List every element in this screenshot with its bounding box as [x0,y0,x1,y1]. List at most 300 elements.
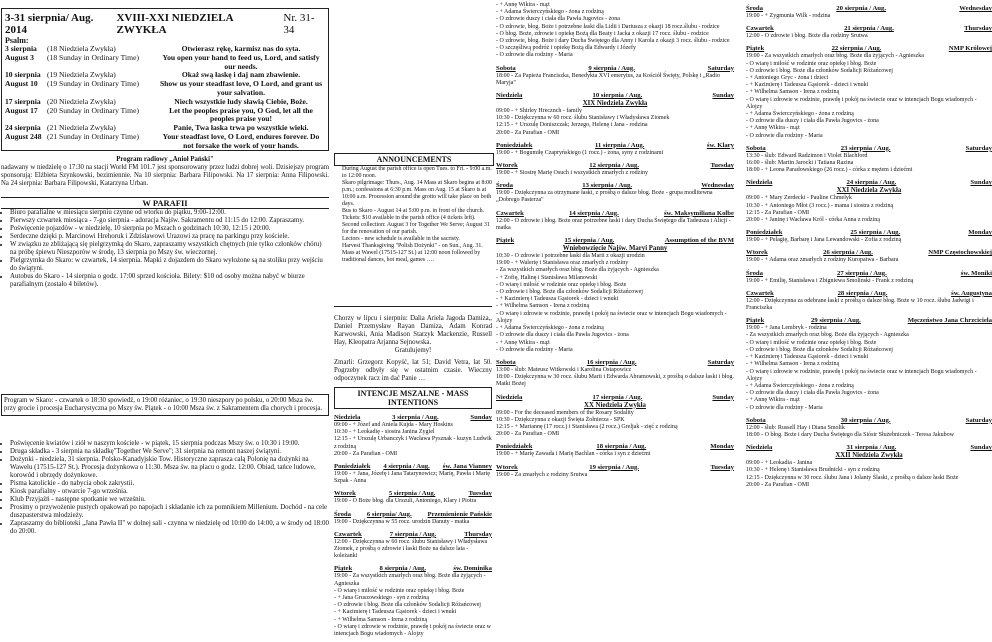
mass-intention: - O wiarę i zdrowie w rodzinie, prawdę i pokój na świecie oraz w intencjach Bogu wiadomych - Alojzy [334,623,491,638]
mass-intention: 19:00 - Za wszystkich zmarłych oraz błog. Boże dla żyjących - Agnieszka [334,573,486,587]
announcements-title: ANNOUNCEMENTS [334,153,494,166]
day-date: 27 sierpnia / Aug. [836,269,887,277]
day-header [496,142,734,150]
day-name: Poniedziałek [746,229,783,237]
mass-intention: - + Adama Świerczyńskiego - żona z rodziną [496,9,604,16]
day-name: Czwartek [746,25,774,33]
mass-intention: - + Annę Wikira - mąż [496,2,550,8]
day-feast: Tuesday [710,463,734,471]
day-header [496,464,734,472]
day-header [496,92,734,100]
psalm-text: Your steadfast love, O Lord, endures forever. Do not forsake the work of your hands. [162,131,320,150]
mass-intention: 18:00 - + Leona Paradowskiego (26 rocz.) - córka z mężem i dziećmi [746,167,913,174]
mass-intention: - O zdrowie dla rodziny - Maria [746,132,823,139]
day-date: 5 sierpnia / Aug. [388,490,436,498]
day-feast: św. Augustyna [951,289,992,297]
day-date: 4 sierpnia / Aug. [383,463,430,471]
mass-intention: 12:00 - Dziękczynna za odebrane łaski z prośbą o dalsze błog. Boże w 10 rocz. ślubu Jadwigi i Franciszka [746,297,974,312]
day-sunday-title: XX Niedziela Zwykła [584,401,646,409]
parish-item: • Pisma katolickie - do nabycia obok zakrystii. [10,480,329,488]
day-feast: Sunday [712,92,734,100]
mass-intention: 18:00 - Za Papieża Franciszka, Benedykta XVI emerytus, za Kościół Święty, Polskę i „Radio Maryja" [496,72,720,86]
day-block [334,565,492,638]
mass-intention: 20:00 - Za Parafian - OMI [496,431,560,438]
mass-intention: 19:00 - Dziękczynna w 55 rocz. urodzin Danuty - matka [334,518,470,525]
day-block [496,142,734,157]
day-date: 31 sierpnia / Aug. [846,444,897,452]
day-date: 16 sierpnia / Aug. [586,358,637,366]
psalm-text: Let the peoples praise you, O God, let all the peoples praise you! [169,105,313,124]
mass-intention: 19:00 - Dziękczynna za otrzymane łaski, z prośbą o dalsze błog. Boże - grupa modlitewna „Dobrego Pasterza" [496,190,713,204]
day-block [746,249,992,264]
mass-intentions-part2 [496,65,734,479]
announcement-item: • Bus to Skaro - August 14 at 5:00 p.m. in front of the church. Tickets: $10 available in the parish office (4 tickets left). [342,208,494,222]
mass-intention: - O zdrowie duszy i ciała dla Pawła Jugovics - żona [496,16,620,23]
day-feast: Sunday [712,393,734,401]
day-feast: Monday [968,229,992,237]
day-header [746,45,992,53]
day-header [496,162,734,170]
psalm-text: Panie, Twa łaska trwa po wszystkie wieki. [173,123,309,133]
mass-intention: 19:00 - + Adama oraz zmarłych z rodziny Kuropatwa - Barbara [746,257,899,264]
day-header [334,463,492,471]
mass-intention: - O wiarę i zdrowie w rodzinie, prawdę i pokój na świecie oraz w intencjach Bogu wiadomych - Alojzy [496,310,727,324]
psalm-sunday: (18 Niedziela Zwykła) [47,44,116,53]
mass-intention: - O wiarę i miłość w rodzinie oraz opiekę i błog. Boże [746,60,877,67]
deceased-list: Zmarli: Grzegorz Kopyść, lat 51; David Vetra, lat 50. Pogrzeby odbyły się w ostatnim czasie. Wieczny odpoczynek racz im dać Panie … [334,359,492,382]
day-block [746,5,992,20]
mass-intention: 19:00 - + Jana Lembryk - rodzina [746,325,827,332]
day-name: Wtorek [746,249,768,257]
psalm-text: Niech wszystkie ludy sławią Ciebie, Boże. [174,96,308,106]
day-name: Piątek [496,237,515,245]
day-name: Poniedziałek [334,463,371,471]
masses-title: INTENCJE MSZALNE - MASS INTENTIONS [334,387,492,409]
mass-intention: - O zdrowie i błog. Boże dla członków Sodalicji Różańcowej [334,602,481,609]
day-feast: Wednesday [959,5,992,12]
psalm-sunday: (20 Sunday in Ordinary Time) [47,105,139,115]
psalm-list [5,45,325,151]
mass-intention: - + Kazimierę i Tadeusza Gąsiorek - dzieci i wnuki [496,296,619,303]
day-block [496,162,734,177]
day-feast: Monday [710,443,734,451]
day-block [746,145,992,175]
parish-item: • Klub Przyjaźń - następne spotkanie we wrześniu. [10,496,329,504]
day-block [496,359,734,389]
mass-intention: - + Wilhelma Samson - Irena z rodziną [496,303,590,310]
announcement-item: • Second collection: August 3 for Together We Serve; August 31 for the renovation of our parish. [342,222,494,236]
sick-congrats: Gratulujemy! [394,347,432,354]
announcements-section [334,153,494,264]
day-name: Środa [496,182,513,190]
day-block [746,417,992,439]
mass-intention: - + Kazimierę i Tadeusza Gąsiorek - dzieci i wnuki [334,609,457,616]
day-date: 23 sierpnia / Aug. [840,144,891,152]
mass-intention: - O zdrowie i błog. Boże dla członków Sodalicji Różańcowej [496,289,643,296]
psalm-text: Otwierasz rękę, karmisz nas do syta. [181,44,301,53]
mass-intention: 19:00 - + Pelagię, Barbarę i Jana Lewandowski - Zofia z rodziną [746,237,902,244]
day-header [496,65,734,73]
psalm-sunday: (21 Sunday in Ordinary Time) [47,131,139,141]
day-header [746,5,992,13]
day-block [496,394,734,439]
day-name: Wtorek [334,490,356,498]
day-name: Niedziela [746,179,773,187]
day-block [496,237,734,354]
day-block [746,444,992,489]
psalm-sunday: (18 Sunday in Ordinary Time) [47,52,139,62]
day-feast: Thursday [964,25,992,33]
day-date: 9 sierpnia / Aug. [588,64,635,72]
day-header [746,317,992,325]
parish-item: • Poświęcenie kwiatów i ziół w naszym kościele - w piątek, 15 sierpnia podczas Mszy św. o 10:30 i 19:00. [10,440,329,448]
mass-intention: - + Annę Wikira - mąż [496,339,550,346]
day-header [746,290,992,298]
day-name: Czwartek [334,530,362,538]
day-feast: Sunday [470,414,492,421]
day-block [496,443,734,458]
day-date: 11 sierpnia / Aug. [594,141,645,149]
mass-intention: 19:00 - + Walerię i Stanisława oraz zmarłych z rodziny [496,260,629,267]
mass-intention: 18:00 - O błog. Boże i dary Ducha Świętego dla Sióstr Służebniczek - Teresa Jakubow [746,431,954,438]
day-date: 7 sierpnia / Aug. [389,530,437,538]
day-block [746,179,992,224]
day-header [746,270,992,278]
mass-intention: 10:30 - Dziękczynna w 60 rocz. ślubu Stanisławy i Władysława Ziomek [496,115,670,122]
day-date: 14 sierpnia / Aug. [569,209,619,217]
day-name: Niedziela [496,92,523,100]
mass-intention: - O zdrowie dla rodziny - Maria [746,404,823,411]
day-header [334,531,492,539]
parish-item: • Dożynki - niedziela, 31 sierpnia. Polsko-Kanadyjskie Tow. Historyczne zaprasza całą Polonię na dożynki na Wawelu (17515-127 St.). Procesja dożynkowa o 11:30. Msza św. na placu o godz. 12:00. Obiad, tańce ludowe, korowód i obrzędy dożynkowe. [10,456,329,480]
header-box [1,8,329,151]
friday-continued [496,0,734,60]
mass-intention: - + Kazimierę i Tadeusza Gąsiorek - dzieci i wnuki [746,82,869,89]
day-block [746,290,992,312]
day-header [746,249,992,257]
mass-intention: 12:15 - Za Parafian - OMI [746,209,810,216]
day-date: 30 sierpnia / Aug. [840,416,891,424]
parish-item: • Druga składka - 3 sierpnia na składkę"Together We Serve"; 31 sierpnia na remont naszej świątyni. [10,448,329,456]
announcement-item: • Harvest Thanksgiving "Polish Dożynki" - on Sun., Aug. 31. Mass at Wawel (17515-127 St.) at 12:00 noon followed by traditional dances, hot meal, games …. [342,243,494,264]
day-name: Czwartek [746,289,774,297]
mass-intention: 09:00 - + Józef and Aniela Kujda - Mary Hoskins [334,422,453,428]
day-feast: Wednesday [701,182,734,190]
psalm-date: 3 sierpnia [5,44,37,53]
day-feast: NMP Częstochowskiej [928,249,992,257]
day-name: Poniedziałek [496,141,533,149]
mass-intention: 12:15 - Dziękczynna w 30 rocz. ślubu Jana i Jolanty Ślaski, z prośbą o dalsze łaski Boże [746,474,959,481]
day-date: 15 sierpnia / Aug. [564,237,615,245]
mass-intentions-column-3 [496,0,734,642]
mass-intention: 12:00 - O zdrowie i błog. Boże oraz potrzebne łaski i dary Ducha Świętego dla Tadeusza i Alicji - matka [496,217,731,231]
day-date: 10 sierpnia / Aug. [592,92,643,100]
psalm-date: August 10 [5,79,38,89]
mass-intention: - + Wilhelma Samson - Irena z rodziną [746,361,840,368]
day-block [746,270,992,285]
mass-intention: - + Jana Gruszowskiego - syn z rodziną [334,595,429,602]
day-date: 19 sierpnia / Aug. [589,463,640,471]
day-header [746,25,992,33]
parish-item: • Pierwszy czwartek miesiąca - 7-go sierpnia - adoracja Najśw. Sakramentu od 11:15 do 12:00. Zapraszamy. [10,217,329,225]
mass-intention: - O wiarę i miłość w rodzinie oraz opiekę i błog. Boże [334,587,465,594]
issue-number: Nr. 31-34 [283,12,315,36]
psalm-sunday: (20 Niedziela Zwykła) [47,96,116,106]
day-name: Poniedziałek [496,443,533,451]
day-name: Środa [746,269,763,277]
mass-intention: - O zdrowie dla rodziny - Maria [496,346,573,353]
mass-intention: - O wiarę i miłość w rodzinie oraz opiekę i błog. Boże [496,281,627,288]
parish-section [1,197,329,289]
mass-intention: - + Adama Świerczyńskiego - żona z rodziną [496,325,604,332]
mass-intention: - O zdrowie dla duszy i ciała dla Pawła Jugovics - żona [746,390,879,397]
mass-intention: - O wiarę i miłość w rodzinie oraz opiekę i błog. Boże [746,339,877,346]
day-header [746,444,992,452]
mass-intention: - O zdrowie dla rodziny - Maria [496,52,573,59]
day-header [746,145,992,153]
parish-item: • W związku ze zbliżającą się pielgrzymką do Skaro, zapraszamy wszystkich chętnych (nie tylko członków chóru) na próbę śpiewu Nieszporów w środę, 13 sierpnia po Mszy św. wieczornej. [10,241,329,257]
day-feast: Saturday [965,144,992,152]
day-header [334,490,492,498]
mass-intention: 12:15 - + Urszulę Urbanczyk i Wacława Pysznak - kuzyn Ludwik z rodziną [334,436,492,450]
day-name: Środa [746,5,763,12]
mass-intention: 19:00 - + Marię Zawada i Marię Bachlan - córka i syn z dziećmi [496,451,651,458]
skaro-program-box: Program w Skaro: - czwartek o 18:30 spowiedź, o 19:00 różaniec, o 19:30 nieszpory po polsku, o 20:00 Msza św. przy grocie i procesja Eucharystyczna po Mszy św. Piątek - o 10:00 Msza św. z Sakramentem dla chorych i procesja. [1,394,329,416]
mass-intention: - + Annę Wikira - mąż [746,397,800,404]
day-date: 21 sierpnia / Aug. [844,25,894,33]
day-date: 18 sierpnia / Aug. [596,443,647,451]
day-block [746,45,992,139]
psalm-text: You open your hand to feed us, Lord, and satisfy our needs. [162,52,320,71]
day-feast: Tuesday [468,490,492,498]
day-name: Sobota [746,416,766,424]
day-date: 25 sierpnia / Aug. [850,229,901,237]
radio-section [1,156,329,188]
day-header [496,443,734,451]
day-block [334,463,492,485]
day-header [496,237,734,245]
day-date: 13 sierpnia / Aug. [582,182,633,190]
mass-intention: 20:00 - Za Parafian - OMI [496,129,560,136]
day-sunday-title: XIX Niedziela Zwykła [582,100,648,108]
day-name: Wtorek [496,162,518,170]
parish-item: • Zapraszamy do biblioteki „Jana Pawła II" w dolnej sali - czynna w niedzielę od 10:00 do 14:00, a w środy od 18:00 do 20:00. [10,520,329,536]
day-name: Niedziela [746,444,773,452]
mass-intention: 09:00 - For the deceased members of the Rosary Sodality [496,409,634,416]
parish-item: • Kiosk parafialny - otwarcie 7-go września. [10,488,329,496]
mass-intention: 10:30 - O zdrowie i potrzebne łaski dla Marii z okazji urodzin [496,253,645,260]
day-header [746,417,992,425]
day-date: 29 sierpnia / Aug. [811,317,861,325]
psalm-text: Okaż swą łaskę i daj nam zbawienie. [181,70,301,80]
day-block [334,414,492,458]
parish-title: W PARAFII [1,197,329,209]
mass-intention: - O zdrowie dla duszy i ciała dla Pawła Jugovics - żona [746,118,879,125]
day-feast: św. Moniki [960,269,992,277]
mass-intention: - O zdrowie i błog. Boże dla członków Sodalicji Różańcowej [746,346,893,353]
date-range: 3-31 sierpnia/ Aug. 2014 [5,12,94,36]
day-feast: św. Dominika [453,565,492,573]
day-feast: Sunday [970,444,992,452]
day-name: Niedziela [334,414,361,421]
mass-intention: 10:30 - + Antoniego Młot (3 rocz.) - mama i siostra z rodziną [746,202,894,209]
psalm-date: 10 sierpnia [5,70,41,80]
radio-text: nadawany w niedzielę o 17:30 na stacji World FM 101.7 jest sponsorowany przez ludzi dobrej woli. Dzisiejszy program sponsorują: Elżbieta Szynkowski, bezimiennie. Na 10 sierpnia: Barbara Filipowski. Na 17 sierpnia: Anna Filipowski. Na 24 sierpnia: Barbara Filipowski, Katarzyna Urban. [1,164,329,187]
mass-intention: 10:30 - + Leokadię - siostra Janina Zygiel [334,429,435,436]
announcement-item: • Lectors - new schedule is available in the sacristy. [342,236,494,243]
mass-intention: 12:15 - + Mariannę (17 rocz.) i Stanisława (2 rocz.) Greljak - zięć z rodziną [496,423,678,430]
day-name: Czwartek [496,209,524,217]
day-feast: Saturday [707,358,734,366]
mass-intention: - Za wszystkich zmarłych oraz błog. Boże dla żyjących - Agnieszka [496,267,659,274]
day-date: 17 sierpnia / Aug. [592,393,643,401]
day-feast: Saturday [965,416,992,424]
day-header [496,394,734,402]
day-name: Środa [334,510,351,518]
mass-intention: - + Annę Wikira - mąż [746,125,800,132]
mass-intention: 09:00 - + Mary Zerdecki - Pauline Chmelyk [746,195,852,202]
left-column [0,0,332,642]
day-date: 6 sierpnia/ Aug. [366,510,412,518]
parish-item: • Prosimy o przywożenie pustych opakowań po napojach i składanie ich za pomnikiem Millenium. Dochód - na cele duszpasterstwa młodzieży. [10,504,329,520]
mass-intention: - + Wilhelma Samson - Irena z rodziną [746,89,840,96]
psalm-sunday: (19 Sunday in Ordinary Time) [47,79,139,89]
day-feast: NMP Królowej [948,45,992,53]
mass-intention: 12:00 - ślub: Russell Hay i Diana Smolik [746,424,845,431]
mass-intention: 12:00 - O zdrowie i błog. Boże dla rodziny Srutwa [746,33,868,40]
mass-intention: - + Zofię, Halinę i Stanisława Milanowski [496,274,598,281]
psalm-label: Psalm: [5,36,29,45]
day-block [334,511,492,526]
mass-intention: - O zdrowie, błog. Boże i potrzebne łaski dla Lidii i Dariusza z okazji 18 rocz.ślubu - rodzice [496,23,720,30]
day-name: Wtorek [496,463,518,471]
mass-intention: 19:00 - Za zmarłych z rodziny Srutwa [496,471,588,478]
day-block [334,490,492,505]
parish-list [1,209,329,289]
day-block [496,65,734,87]
day-feast: Sunday [970,179,992,187]
psalm-date: August 17 [5,105,38,115]
psalm-date: 24 sierpnia [5,123,41,133]
mass-intention: - O zdrowie i błog. Boże dla członków Sodalicji Różańcowej [746,67,893,74]
mass-intention: - O zdrowie dla duszy i ciała dla Pawła Jugovics - żona [496,332,629,339]
day-header [746,179,992,187]
day-block [496,210,734,232]
day-feast: Tuesday [710,162,734,170]
day-feast: Thursday [464,530,492,538]
mass-intention: 18:00 - Dziękczynna w 30 rocz. ślubu Marii i Edwarda Abramowski, z prośbą o dalsze łaski i błog. Matki Bożej [496,374,734,388]
day-feast: Saturday [707,64,734,72]
day-feast: Assumption of the BVM [664,237,734,245]
day-name: Sobota [496,64,516,72]
mass-intention: 10:30 - Dziękczynna z okazji Święta Żołnierza - SPK [496,416,625,423]
day-block [746,229,992,244]
parish-section-2 [1,440,329,536]
day-header [334,565,492,573]
day-block [496,92,734,137]
mass-intention: - + Wilhelma Samson - Irena z rodziną [334,616,428,623]
mass-intention: 13:00 - ślub: Mateusz Witkowski i Karolina Ostapowicz [496,366,632,373]
mass-intention: 19:00 - + Jana, Józefę i Jana Tatarynowicz; Marię, Pawła i Marię Szpak - Anna [334,471,490,485]
mass-intention: - O wiarę i zdrowie w rodzinie, prawdę i pokój na świecie oraz w intencjach Bogu wiadomych - Alojzy [746,368,977,382]
mass-intention: 19:00 - + Emilię, Stanisława i Zbigniewa Smolinski - Frank z rodziną [746,277,914,284]
day-header [496,359,734,367]
psalm-date: August 3 [5,52,34,62]
day-feast: Męczeństwo Jana Chrzciciela [907,317,992,325]
psalm-sunday: (21 Niedziela Zwykła) [47,123,116,133]
psalm-sunday: (19 Niedziela Zwykła) [47,70,116,80]
day-date: 8 sierpnia / Aug. [379,565,426,573]
psalm-date: August 248 [5,131,42,141]
sick-section [334,306,492,638]
mass-intention: 12:15 - + Urszulę Doniszczak; Jerzego, Helenę i Jana - rodzina [496,122,648,129]
day-block [496,464,734,479]
day-block [334,531,492,561]
day-name: Piątek [746,45,765,53]
mass-intention: - + Adama Świerczyńskiego - żona z rodziną [746,111,854,118]
mass-intention: 19:00 - + Siostrę Marię Osuch i wszystkich zmarłych z rodziny [496,170,649,177]
mass-intention: 20:00 - Za Parafian - OMI [746,481,810,488]
mass-intention: 20:00 - + Janinę i Wacława Król - córka Anna z rodziną [746,217,880,224]
parish-item: • Autobus do Skaro - 14 sierpnia o godz. 17:00 sprzed kościoła. Bilety: $10 od osoby można nabyć w biurze parafialnym (zostało 4 biletów). [10,273,329,289]
day-sunday-title: Wniebowzięcie Najśw. Maryi Panny [562,245,668,253]
mass-intention: - + Kazimierę i Tadeusza Gąsiorek - dzieci i wnuki [746,354,869,361]
header-row [5,12,325,36]
mass-intention: - Za wszystkich zmarłych oraz błog. Boże dla żyjących - Agnieszka [746,332,909,339]
day-date: 22 sierpnia / Aug. [831,45,882,53]
day-feast: św. Maksymiliana Kolbe [663,209,734,217]
day-header [334,414,492,422]
sick-list: Chorzy w lipcu i sierpniu: Dalia Ariela Jagoda Damiza,, Daniel Przemysław Rayan Damiza, Adam Konrad Karwowski, Ania Madison Starzyk Mackenzie, Russell Hay, Kleopatra Arjanna Sejnowska. [334,315,492,346]
mass-intention: - O wiarę i zdrowie w rodzinie, prawdę i pokój na świecie oraz w intencjach Bogu wiadomych - Alojzy [746,96,977,110]
day-sunday-title: XXI Niedziela Zwykła [836,187,902,195]
day-block [746,25,992,40]
day-name: Sobota [496,358,516,366]
day-feast: Przemienienie Pańskie [427,510,492,518]
mass-intentions-part1 [334,414,492,638]
day-feast: św. Klary [706,141,734,149]
mass-intention: 10:30 - + Helenę i Stanisława Brudnicki - syn z rodziną [746,467,880,474]
announcements-list [334,166,494,264]
mass-intention: 19:00 - + Zygmunta Wilk - rodzina [746,13,831,19]
mass-intention: - O błog. Boże, zdrowie i opiekę Bożą dla Beaty i Jacka z okazji 17 rocz. ślubu - rodzice [496,30,709,37]
mass-intention: 09:00 - + Shirley Hrecznch - family [496,108,583,115]
announcement-item: • Skaro pilgrimage: Thurs., Aug. 14 Mass at Skaro begins at 8:00 p.m.; confessions at 6:30 p.m. Mass on Aug. 15 at Skaro is at 10:00 a.m. Procession around the grotto will take place on both days. [342,180,494,208]
day-date: 24 sierpnia / Aug. [846,179,897,187]
day-block [496,182,734,204]
parish-item: • Poświęcenie pojazdów - w niedzielę, 10 sierpnia po Mszach o godzinach 10:30, 12:15 i 20:00. [10,225,329,233]
day-header [496,210,734,218]
mass-intention: 09:00 - + Leokadia - Janina [746,460,813,467]
day-block [746,317,992,411]
issue-title: XVIII-XXI NIEDZIELA ZWYKŁA [116,12,233,36]
mass-intention: 20:00 - Za Parafian - OMI [334,450,398,457]
psalm-date: 17 sierpnia [5,96,41,106]
mass-intentions-column-4 [746,0,992,642]
mass-intention: 19:00 - Za wszystkich zmarłych oraz błog. Boże dla żyjących - Agnieszka [746,53,924,60]
day-date: 26 sierpnia / Aug. [823,249,873,257]
parish-item: • Serdeczne dzięki p. Marcinowi Hrehoruk i Zdzisławowi Urazowi za pracę na parkingu przy kościele. [10,233,329,241]
day-header [496,182,734,190]
day-date: 20 sierpnia / Aug. [836,5,887,12]
day-feast: św. Jana Vianney [442,463,492,471]
day-date: 3 sierpnia / Aug. [392,414,439,421]
radio-title: Program radiowy „Anioł Pański" [116,156,214,163]
parish-item: • Biuro parafialne w miesiącu sierpniu czynne od wtorku do piątku, 9:00-12:00. [10,209,329,217]
mass-intention: 12:00 - Dziękczynna w 60 rocz. ślubu Stanisławy i Władysława Ziomek, z prośbą o zdrowie i łaski Boże na dalsze lata - koleżanki [334,538,488,560]
day-name: Sobota [746,144,766,152]
parish-item: • Pielgrzymka do Skaro: w czwartek, 14 sierpnia. Mapki z dojazdem do Skaro wyłożone są na stoliku przy wejściu do świątyni. [10,257,329,273]
